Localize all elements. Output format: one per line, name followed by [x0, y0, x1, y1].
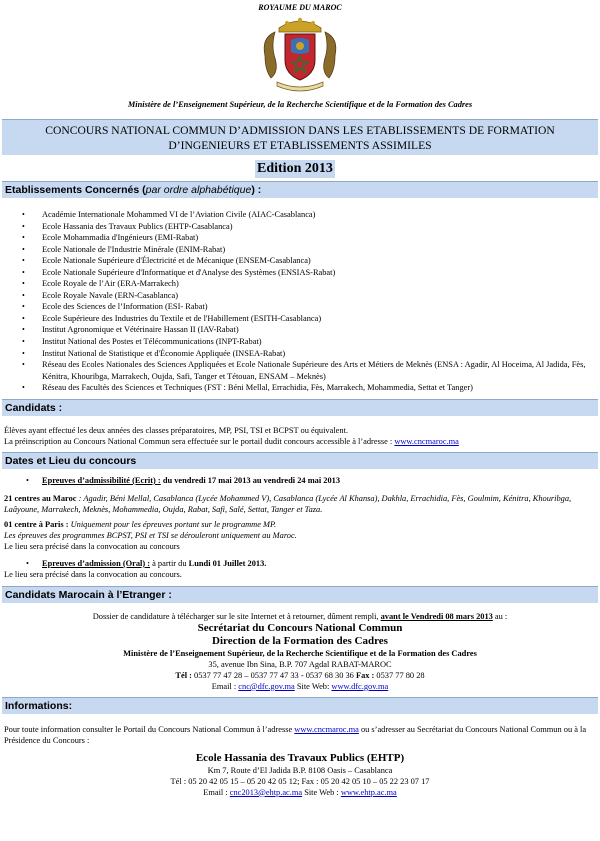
ministry-name: Ministère de l’Enseignement Supérieur, de la Recherche Scientifique et de la Formation des Cadres: [127, 100, 473, 109]
fax-label: Fax :: [355, 670, 375, 680]
centres-label: 21 centres au Maroc: [4, 493, 77, 503]
etablissements-list: [0, 209, 600, 394]
email-label: Email :: [211, 681, 239, 691]
info-cncmaroc-link[interactable]: www.cncmaroc.ma: [294, 724, 359, 734]
edition-row: [0, 159, 600, 181]
centres-maroc: [4, 493, 596, 515]
ehtp-email-label: Email :: [203, 787, 230, 797]
list-item: • Ecole Royale de l’Air (ERA-Marrakech): [22, 278, 600, 290]
section-candidats-heading: Candidats :: [2, 399, 598, 416]
oral-pre: à partir du: [150, 558, 189, 568]
candidats-line1: Élèves ayant effectué les deux années des classes préparatoires, MP, PSI, TSI et BCPST ou équivalent.: [4, 425, 348, 435]
list-item: • Ecole des Sciences de l’Information (ESI- Rabat): [22, 301, 600, 313]
direction-title: Direction de la Formation des Cadres: [212, 634, 388, 647]
list-item: • Ecole Hassania des Travaux Publics (EHTP-Casablanca): [22, 221, 600, 233]
list-item: • Ecole Nationale Supérieure d'Informatique et d'Analyse des Systèmes (ENSIAS-Rabat): [22, 267, 600, 279]
section-etranger-heading: Candidats Marocain à l’Etranger :: [2, 586, 598, 603]
ehtp-address: Km 7, Route d’El Jadida B.P. 8108 Oasis – Casablanca: [207, 765, 393, 775]
tel-value: 0537 77 47 28 – 0537 77 47 33 - 0537 68 30 36: [191, 670, 356, 680]
info-text1: Pour toute information consulter le Portail du Concours National Commun à l’adresse: [4, 724, 295, 734]
candidats-body: [0, 425, 600, 447]
edition-label: Edition 2013: [257, 161, 333, 176]
oral-line: [4, 558, 596, 569]
list-item: • Ecole Nationale Supérieure d'Électricité et de Mécanique (ENSEM-Casablanca): [22, 255, 600, 267]
list-item: • Ecole Mohammadia d'Ingénieurs (EMI-Rabat): [22, 232, 600, 244]
list-item: • Réseau des Ecoles Nationales des Sciences Appliquées et Ecole Nationale Supérieure des Arts et Métiers de Meknès (ENSA : Agadir, Al Hoceima, Al Jadida, Fès, Kénitra, Khouribga, Marrakech, Oujda, Safi, Tanger et Tétouan, ENSAM – Meknès): [22, 359, 600, 382]
oral-label: Epreuves d’admission (Oral) :: [42, 558, 151, 568]
ehtp-phones: Tél : 05 20 42 05 15 – 05 20 42 05 12; Fax : 05 20 42 05 10 – 05 22 23 07 17: [170, 776, 430, 786]
info-text2: ou s’adresser au Secrétariat du Concours National Commun ou à la Présidence du Concours :: [4, 724, 587, 745]
ehtp-title: Ecole Hassania des Travaux Publics (EHTP): [195, 751, 405, 764]
contest-title-band: [2, 119, 598, 155]
section-dates-heading: Dates et Lieu du concours: [2, 452, 598, 469]
etranger-intro-end: au :: [492, 611, 508, 621]
list-item: • Réseau des Facultés des Sciences et Techniques (FST : Béni Mellal, Errachidia, Fès, Marrakech, Mohammedia, Settat et Tanger): [22, 382, 600, 394]
centres-value: : Agadir, Béni Mellal, Casablanca (Lycée Mohammed V), Casablanca (Lycée Al Khansa), Dakhla, Errachidia, Fès, Goulmim, Kénitra, Khouribga, Laâyoune, Marrakech, Meknès, Mohammedia, Oujda, Rabat, Safi, Salé, Settat, Tanger et Taza.: [4, 493, 572, 514]
section-heading-text: Etablissements Concernés (: [5, 184, 146, 196]
ecrit-label: Epreuves d’admissibilité (Ecrit) :: [42, 475, 161, 485]
etranger-body: [0, 611, 600, 692]
ehtp-email-link[interactable]: cnc2013@ehtp.ac.ma: [229, 787, 303, 797]
list-item: • Institut Agronomique et Vétérinaire Hassan II (IAV-Rabat): [22, 324, 600, 336]
section-informations-heading: Informations:: [2, 697, 598, 714]
informations-text: [4, 724, 596, 746]
lieu-ecrit: Le lieu sera précisé dans la convocation au concours: [4, 541, 180, 551]
contest-title-line1: CONCOURS NATIONAL COMMUN D’ADMISSION DANS LES ETABLISSEMENTS DE FORMATION: [45, 124, 555, 137]
centre-paris: [4, 519, 596, 530]
etranger-intro: [4, 611, 596, 622]
list-item: • Académie Internationale Mohammed VI de l’Aviation Civile (AIAC-Casablanca): [22, 209, 600, 221]
oral-date: Lundi 01 Juillet 2013.: [188, 558, 267, 568]
ecrit-value: du vendredi 17 mai 2013 au vendredi 24 mai 2013: [160, 475, 341, 485]
moroccan-coat-of-arms-icon: [257, 16, 343, 92]
dfc-email-link[interactable]: cnc@dfc.gov.ma: [238, 681, 295, 691]
etranger-deadline: avant le Vendredi 08 mars 2013: [380, 611, 493, 621]
etranger-contact: [4, 681, 596, 692]
etranger-intro-text: Dossier de candidature à télécharger sur le site Internet et à retourner, dûment rempli,: [92, 611, 381, 621]
web-label: Site Web:: [294, 681, 332, 691]
dates-body: [0, 475, 600, 580]
list-item: • Institut National des Postes et Télécommunications (INPT-Rabat): [22, 336, 600, 348]
fax-value: 0537 77 80 28: [374, 670, 425, 680]
ehtp-contact-block: [4, 752, 596, 798]
lieu-oral: Le lieu sera précisé dans la convocation au concours.: [4, 569, 182, 579]
section-heading-note: par ordre alphabétique: [145, 184, 252, 196]
etranger-phones: [4, 670, 596, 681]
cncmaroc-link[interactable]: www.cncmaroc.ma: [394, 436, 459, 446]
paris-value: Uniquement pour les épreuves portant sur le programme MP.: [68, 519, 277, 529]
candidats-line2-text: La préinscription au Concours National Commun sera effectuée sur le portail dudit concours accessible à l’adresse :: [4, 436, 395, 446]
tel-label: Tél :: [175, 670, 192, 680]
ehtp-web-label: Site Web :: [302, 787, 341, 797]
ehtp-contact: [4, 787, 596, 798]
ecrit-line: [4, 475, 596, 486]
list-item: • Ecole Royale Navale (ERN-Casablanca): [22, 290, 600, 302]
section-heading-end: ) :: [251, 184, 262, 196]
secretariat-title: Secrétariat du Concours National Commun: [197, 621, 403, 634]
list-item: • Ecole Supérieure des Industries du Textile et de l'Habillement (ESITH-Casablanca): [22, 313, 600, 325]
candidats-line2: [4, 436, 596, 447]
dfc-website-link[interactable]: www.dfc.gov.ma: [331, 681, 389, 691]
kingdom-title: ROYAUME DU MAROC: [258, 3, 342, 12]
etranger-ministry: Ministère de l’Enseignement Supérieur, de la Recherche Scientifique et de la Formation des Cadres: [123, 648, 477, 658]
paris-note: Les épreuves des programmes BCPST, PSI et TSI se dérouleront uniquement au Maroc.: [4, 530, 297, 540]
list-item: • Ecole Nationale de l'Industrie Minérale (ENIM-Rabat): [22, 244, 600, 256]
ehtp-website-link[interactable]: www.ehtp.ac.ma: [340, 787, 397, 797]
paris-label: 01 centre à Paris :: [4, 519, 69, 529]
etranger-address: 35, avenue Ibn Sina, B.P. 707 Agdal RABAT-MAROC: [208, 659, 392, 669]
section-etablissements-heading: [2, 181, 598, 198]
contest-title-line2: D’INGENIEURS ET ETABLISSEMENTS ASSIMILES: [168, 139, 432, 152]
informations-body: [0, 724, 600, 798]
list-item: • Institut National de Statistique et d'Économie Appliquée (INSEA-Rabat): [22, 348, 600, 360]
